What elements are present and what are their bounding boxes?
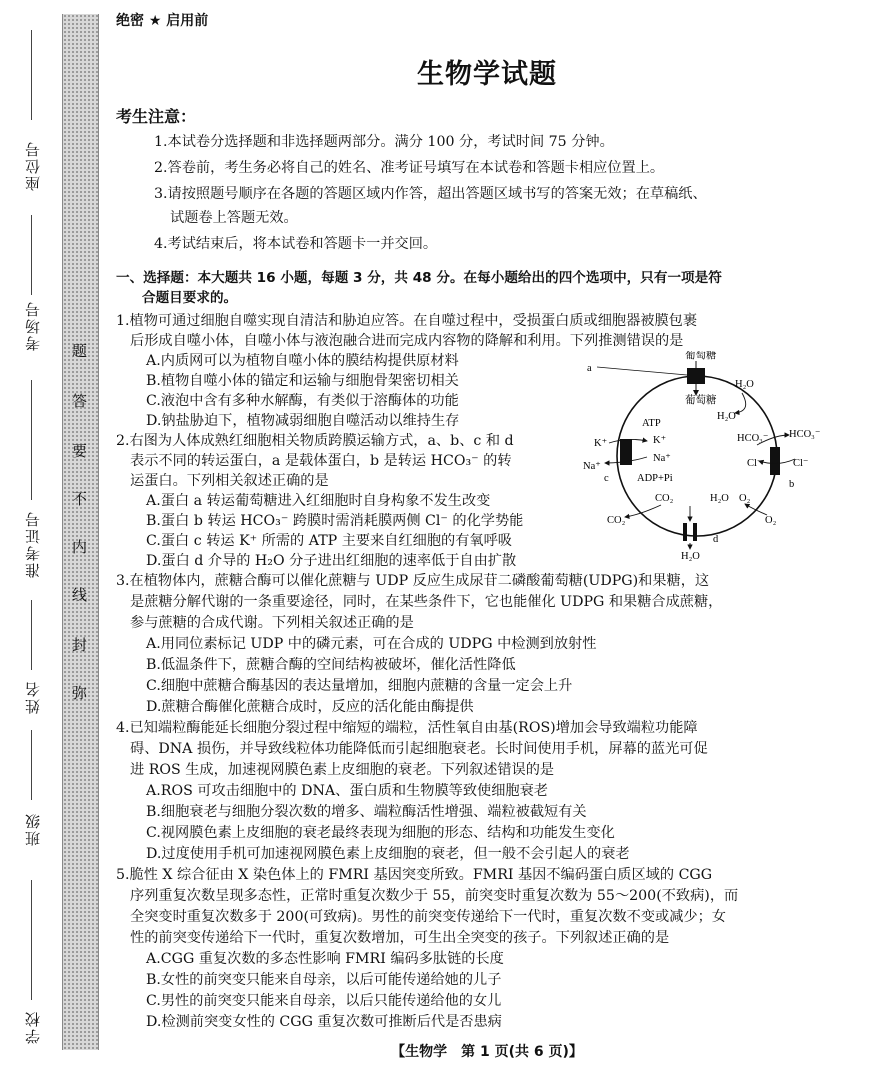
- notice-line: 3.请按照题号顺序在各题的答题区域内作答，超出答题区域书写的答案无效；在草稿纸、: [154, 186, 707, 202]
- option: D.蔗糖合酶催化蔗糖合成时，反应的活化能由酶提供: [146, 699, 474, 715]
- confidential-mark: 绝密 ★ 启用前: [116, 13, 209, 29]
- notice-heading: 考生注意：: [116, 107, 197, 126]
- label-c: c: [604, 473, 609, 484]
- section-heading: 一、选择题：本大题共 16 小题，每题 3 分，共 48 分。在每小题给出的四个选项中，只有一项是符: [116, 270, 722, 286]
- option: A.用同位素标记 UDP 中的磷元素，可在合成的 UDPG 中检测到放射性: [146, 636, 597, 652]
- seal-char: 弥: [71, 684, 87, 702]
- seal-char: 答: [71, 392, 87, 410]
- question-stem: 运蛋白。下列相关叙述正确的是: [130, 473, 329, 489]
- k-in-label: K⁺: [653, 435, 667, 446]
- protein-d: [693, 523, 697, 541]
- h2o-label: H₂O: [717, 411, 736, 422]
- name-label: 姓名: [24, 680, 42, 714]
- field-line: [31, 880, 32, 1000]
- notice-line: 1.本试卷分选择题和非选择题两部分。满分 100 分，考试时间 75 分钟。: [154, 134, 614, 150]
- option: D.蛋白 d 介导的 H₂O 分子进出红细胞的速率低于自由扩散: [146, 553, 517, 569]
- question-stem: 性的前突变传递给下一代时，重复次数增加，可生出全突变的孩子。下列叙述正确的是: [130, 930, 670, 946]
- glucose-inside: 葡萄糖: [685, 395, 717, 406]
- question-stem: 全突变时重复次数多于 200(可致病)。男性的前突变传递给下一代时，重复次数不变或减少；女: [130, 909, 726, 925]
- class-label: 班级: [24, 812, 42, 846]
- seal-char: 线: [71, 586, 87, 604]
- field-line: [31, 30, 32, 120]
- k-out-label: K⁺: [594, 438, 608, 449]
- question-stem: 碍、DNA 损伤，并导致线粒体功能降低而引起细胞衰老。长时间使用手机，屏幕的蓝光可促: [130, 741, 708, 757]
- label-a: a: [587, 363, 592, 374]
- page-title: 生物学试题: [417, 59, 557, 90]
- notice-line: 4.考试结束后，将本试卷和答题卡一并交回。: [154, 236, 438, 252]
- notice-line: 试题卷上答题无效。: [170, 210, 298, 226]
- seat-number-label: 座位号: [24, 140, 42, 191]
- label-b: b: [789, 479, 795, 490]
- field-line: [31, 215, 32, 295]
- h2o-out-label: H₂O: [681, 551, 700, 562]
- option: A.内质网可以为植物自噬小体的膜结构提供原材料: [146, 353, 459, 369]
- question-stem: 3.在植物体内，蔗糖合酶可以催化蔗糖与 UDP 反应生成尿苷二磷酸葡萄糖(UDPG)和果糖，这: [116, 573, 710, 589]
- admission-number-label: 准考证号: [24, 510, 42, 578]
- option: D.钠盐胁迫下，植物减弱细胞自噬活动以维持生存: [146, 413, 460, 429]
- na-in-label: Na⁺: [653, 453, 671, 464]
- option: B.植物自噬小体的锚定和运输与细胞骨架密切相关: [146, 373, 459, 389]
- question-stem: 后形成自噬小体，自噬小体与液泡融合进而完成内容物的降解和利用。下列推测错误的是: [130, 333, 684, 349]
- co2-out-label: CO₂: [607, 515, 626, 526]
- option: A.CGG 重复次数的多态性影响 FMRI 编码多肽链的长度: [146, 951, 504, 967]
- option: C.视网膜色素上皮细胞的衰老最终表现为细胞的形态、结构和功能发生变化: [146, 825, 615, 841]
- protein-d: [683, 523, 687, 541]
- question-stem: 5.脆性 X 综合征由 X 染色体上的 FMRI 基因突变所致。FMRI 基因不编码蛋白质区域的 CGG: [116, 867, 713, 883]
- notice-line: 2.答卷前，考生务必将自己的姓名、准考证号填写在本试卷和答题卡相应位置上。: [154, 160, 665, 176]
- question-stem: 表示不同的转运蛋白，a 是载体蛋白，b 是转运 HCO₃⁻ 的转: [130, 453, 512, 469]
- label-line: [597, 367, 687, 375]
- binding-hatch: [62, 14, 99, 1050]
- field-line: [31, 380, 32, 500]
- field-line: [31, 730, 32, 800]
- label-d: d: [713, 534, 719, 545]
- exam-room-label: 考场号: [24, 300, 42, 351]
- atp-label: ATP: [642, 418, 661, 429]
- cl-out-label: Cl⁻: [793, 458, 809, 469]
- na-out-label: Na⁺: [583, 461, 601, 472]
- seal-char: 不: [71, 490, 87, 508]
- binding-margin: [0, 0, 108, 1066]
- option: C.液泡中含有多种水解酶，有类似于溶酶体的功能: [146, 393, 459, 409]
- option: C.细胞中蔗糖合酶基因的表达量增加，细胞内蔗糖的含量一定会上升: [146, 678, 573, 694]
- option: B.低温条件下，蔗糖合酶的空间结构被破坏，催化活性降低: [146, 657, 516, 673]
- option: A.ROS 可攻击细胞中的 DNA、蛋白质和生物膜等致使细胞衰老: [146, 783, 548, 799]
- question-stem: 参与蔗糖的合成代谢。下列相关叙述正确的是: [130, 615, 414, 631]
- o2-out-label: O₂: [765, 515, 777, 526]
- field-line: [31, 600, 32, 670]
- o2-in-label: O₂: [739, 493, 751, 504]
- section-heading-cont: 合题目要求的。: [142, 290, 238, 306]
- page-footer: 【生物学 第 1 页(共 6 页)】: [391, 1044, 583, 1060]
- option: C.男性的前突变只能来自母亲，以后只能传递给他的女儿: [146, 993, 502, 1009]
- protein-b: [770, 447, 780, 475]
- hco3-in-label: HCO₃⁻: [737, 433, 769, 444]
- question-stem: 是蔗糖分解代谢的一条重要途径，同时，在某些条件下，它也能催化 UDPG 和果糖合成蔗糖，: [130, 594, 723, 610]
- option: C.蛋白 c 转运 K⁺ 所需的 ATP 主要来自红细胞的有氧呼吸: [146, 533, 512, 549]
- school-label: 学校: [24, 1010, 42, 1044]
- option: A.蛋白 a 转运葡萄糖进入红细胞时自身构象不发生改变: [146, 493, 491, 509]
- co2-in-label: CO₂: [655, 493, 674, 504]
- adp-label: ADP+Pi: [637, 473, 673, 484]
- option: B.细胞衰老与细胞分裂次数的增多、端粒酶活性增强、端粒被截短有关: [146, 804, 587, 820]
- question-stem: 4.已知端粒酶能延长细胞分裂过程中缩短的端粒，活性氧自由基(ROS)增加会导致端粒功能障: [116, 720, 698, 736]
- cl-in-label: Cl⁻: [747, 458, 763, 469]
- option: D.过度使用手机可加速视网膜色素上皮细胞的衰老，但一般不会引起人的衰老: [146, 846, 630, 862]
- option: B.女性的前突变只能来自母亲，以后可能传递给她的儿子: [146, 972, 502, 988]
- h2o-label: H₂O: [735, 379, 754, 390]
- seal-char: 封: [71, 636, 87, 654]
- option: D.检测前突变女性的 CGG 重复次数可推断后代是否患病: [146, 1014, 502, 1030]
- question-stem: 进 ROS 生成，加速视网膜色素上皮细胞的衰老。下列叙述错误的是: [130, 762, 555, 778]
- glucose-outside: 葡萄糖: [685, 351, 717, 361]
- rbc-transport-figure: [567, 351, 847, 566]
- question-stem: 1.植物可通过细胞自噬实现自清洁和胁迫应答。在自噬过程中，受损蛋白质或细胞器被膜包裹: [116, 313, 698, 329]
- option: B.蛋白 b 转运 HCO₃⁻ 跨膜时需消耗膜两侧 Cl⁻ 的化学势能: [146, 513, 524, 529]
- hco3-out-label: HCO₃⁻: [789, 429, 821, 440]
- question-stem: 序列重复次数呈现多态性，正常时重复次数少于 55，前突变时重复次数为 55～200(不致病)，而: [130, 888, 739, 904]
- h2o-in-label: H₂O: [710, 493, 729, 504]
- seal-char: 题: [71, 342, 87, 360]
- question-stem: 2.右图为人体成熟红细胞相关物质跨膜运输方式，a、b、c 和 d: [116, 433, 514, 449]
- seal-char: 要: [71, 442, 87, 460]
- seal-char: 内: [71, 538, 87, 556]
